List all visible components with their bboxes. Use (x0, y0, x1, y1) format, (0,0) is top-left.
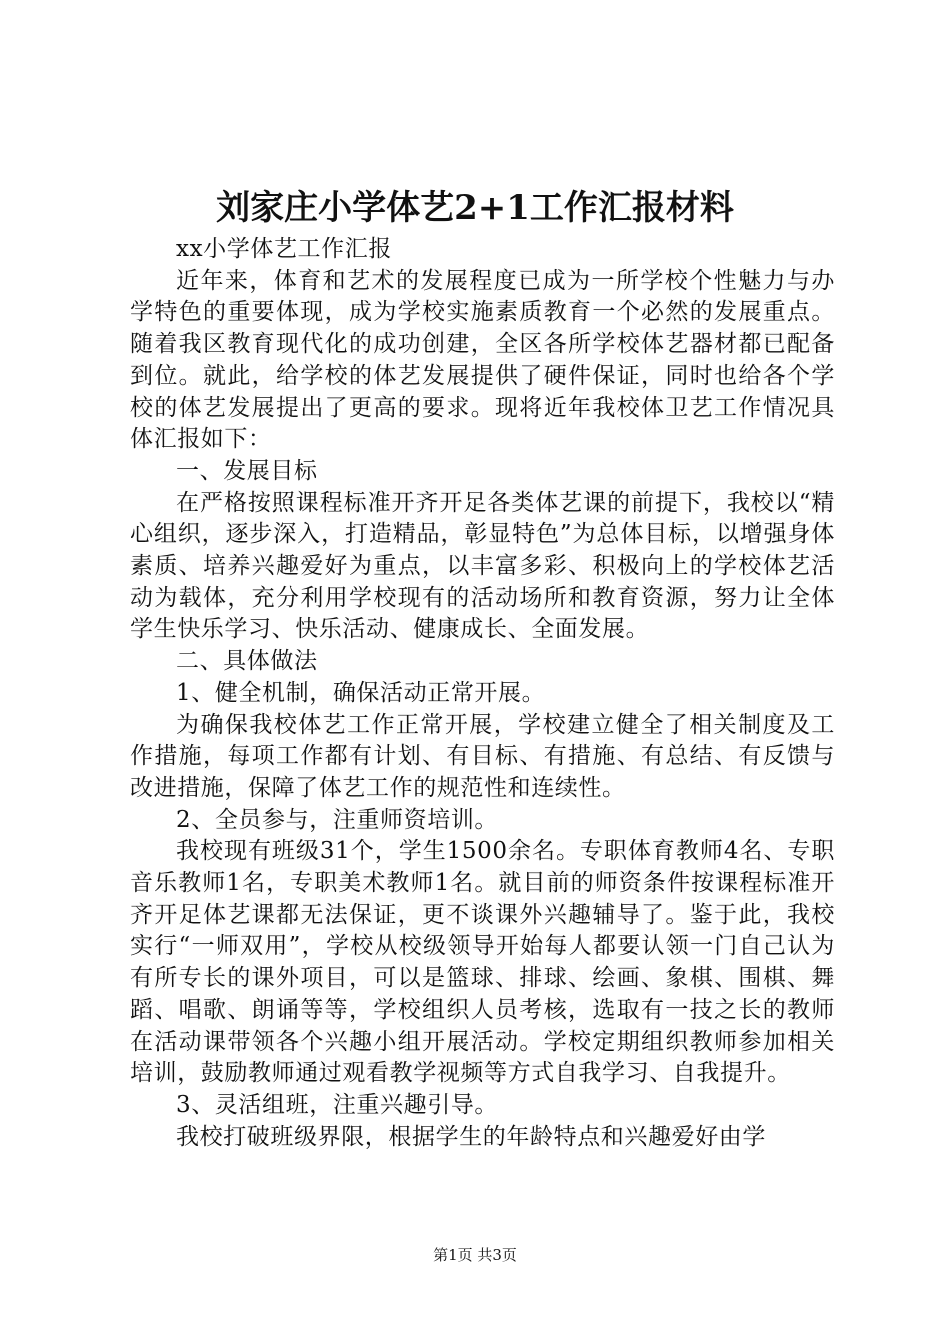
subheading-classes: 3、灵活组班，注重兴趣引导。 (176, 1091, 499, 1118)
paragraph-goals: 在严格按照课程标准开齐开足各类体艺课的前提下，我校以“精心组织，逐步深入，打造精品，彰显特色”为总体目标，以增强身体素质、培养兴趣爱好为重点，以丰富多彩、积极向上的学校体艺活动为载体，充分利用学校现有的活动场所和教育资源，努力让全体学生快乐学习、快乐活动、健康成长、全面发展。 (130, 489, 835, 643)
paragraph-intro: 近年来，体育和艺术的发展程度已成为一所学校个性魅力与办学特色的重要体现，成为学校实施素质教育一个必然的发展重点。随着我区教育现代化的成功创建，全区各所学校体艺器材都已配备到位。就此，给学校的体艺发展提供了硬件保证，同时也给各个学校的体艺发展提出了更高的要求。现将近年我校体卫艺工作情况具体汇报如下： (130, 267, 835, 453)
paragraph-classes: 我校打破班级界限，根据学生的年龄特点和兴趣爱好由学 (176, 1123, 766, 1150)
subheading-participation: 2、全员参与，注重师资培训。 (176, 806, 499, 833)
paragraph-subtitle: xx小学体艺工作汇报 (176, 236, 392, 262)
page-footer: 第1页 共3页 (433, 1246, 517, 1264)
subheading-mechanism: 1、健全机制，确保活动正常开展。 (176, 679, 546, 706)
document-body (130, 234, 835, 1153)
section-heading-goals: 一、发展目标 (176, 457, 318, 484)
section-heading-practices: 二、具体做法 (176, 648, 318, 675)
paragraph-mechanism: 为确保我校体艺工作正常开展，学校建立健全了相关制度及工作措施，每项工作都有计划、有目标、有措施、有总结、有反馈与改进措施，保障了体艺工作的规范性和连续性。 (130, 711, 835, 801)
document-title: 刘家庄小学体艺2+1工作汇报材料 (216, 188, 734, 228)
paragraph-participation: 我校现有班级31个，学生1500余名。专职体育教师4名、专职音乐教师1名，专职美术教师1名。就目前的师资条件按课程标准开齐开足体艺课都无法保证，更不谈课外兴趣辅导了。鉴于此，我校实行“一师双用”，学校从校级领导开始每人都要认领一门自己认为有所专长的课外项目，可以是篮球、排球、绘画、象棋、围棋、舞蹈、唱歌、朗诵等等，学校组织人员考核，选取有一技之长的教师在活动课带领各个兴趣小组开展活动。学校定期组织教师参加相关培训，鼓励教师通过观看教学视频等方式自我学习、自我提升。 (130, 838, 835, 1087)
